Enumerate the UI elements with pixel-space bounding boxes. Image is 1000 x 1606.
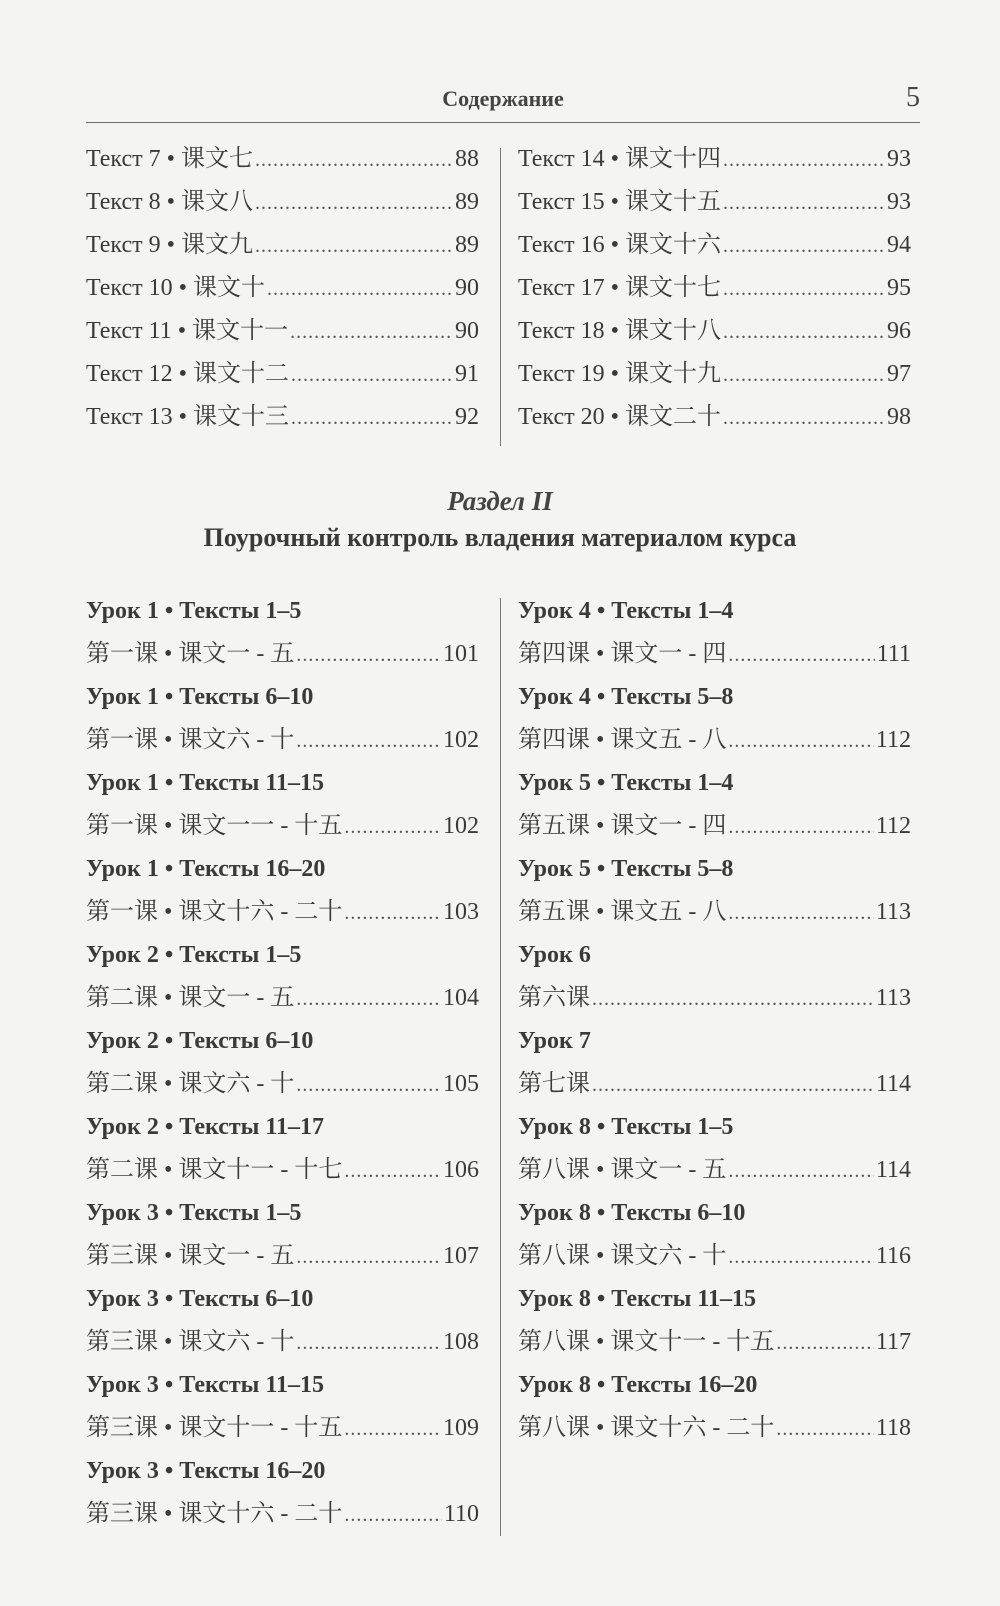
- toc-entry-title: 第六课: [518, 985, 590, 1011]
- toc-entry-page: 90: [455, 275, 479, 301]
- toc-entry[interactable]: [518, 396, 911, 439]
- toc-entry-page: 102: [443, 813, 479, 839]
- lesson-heading: Урок 8 • Тексты 11–15: [518, 1286, 757, 1312]
- toc-entry[interactable]: [518, 138, 911, 181]
- leader-dots: [728, 730, 873, 753]
- running-header: [86, 78, 920, 123]
- toc-entry[interactable]: [518, 977, 911, 1020]
- toc-entry-page: 109: [443, 1415, 479, 1441]
- lesson-heading: Урок 1 • Тексты 11–15: [86, 770, 325, 796]
- lesson-heading: Урок 2 • Тексты 6–10: [86, 1028, 314, 1054]
- toc-entry-page: 95: [887, 275, 911, 301]
- leader-dots: [344, 816, 441, 839]
- toc-entry-title: 第五课 • 课文五 - 八: [518, 899, 727, 925]
- toc-entry[interactable]: [86, 633, 479, 676]
- leader-dots: [291, 407, 453, 430]
- toc-entry[interactable]: [86, 1149, 479, 1192]
- toc-entry[interactable]: [86, 1321, 479, 1364]
- leader-dots: [592, 988, 874, 1011]
- toc-bottom-right: [518, 590, 911, 1450]
- toc-entry[interactable]: [518, 1321, 911, 1364]
- lesson-heading: Урок 1 • Тексты 1–5: [86, 598, 302, 624]
- toc-entry-title: 第三课 • 课文六 - 十: [86, 1329, 295, 1355]
- toc-entry-page: 91: [455, 361, 479, 387]
- toc-entry-page: 108: [443, 1329, 479, 1355]
- lesson-heading: Урок 8 • Тексты 16–20: [518, 1372, 758, 1398]
- toc-entry-page: 110: [443, 1501, 479, 1527]
- toc-entry[interactable]: [86, 181, 479, 224]
- toc-entry-title: 第三课 • 课文十一 - 十五: [86, 1415, 343, 1441]
- lesson-heading: Урок 5 • Тексты 1–4: [518, 770, 734, 796]
- lesson-heading: Урок 3 • Тексты 6–10: [86, 1286, 314, 1312]
- leader-dots: [592, 1074, 874, 1097]
- toc-entry-page: 88: [455, 146, 479, 172]
- toc-entry[interactable]: [86, 1235, 479, 1278]
- lesson-heading: Урок 3 • Тексты 1–5: [86, 1200, 302, 1226]
- toc-entry-title: Текст 14 • 课文十四: [518, 146, 722, 172]
- toc-entry-page: 118: [875, 1415, 911, 1441]
- toc-entry-title: Текст 12 • 课文十二: [86, 361, 290, 387]
- leader-dots: [296, 1246, 441, 1269]
- section-title: Раздел II: [447, 486, 553, 516]
- leader-dots: [723, 364, 885, 387]
- toc-entry-page: 102: [443, 727, 479, 753]
- page-number: 5: [906, 82, 920, 113]
- toc-entry[interactable]: [518, 891, 911, 934]
- toc-entry[interactable]: [86, 353, 479, 396]
- toc-entry[interactable]: [518, 633, 911, 676]
- leader-dots: [728, 1246, 873, 1269]
- toc-entry-title: Текст 16 • 课文十六: [518, 232, 722, 258]
- toc-entry-page: 113: [875, 985, 911, 1011]
- toc-entry[interactable]: [86, 891, 479, 934]
- toc-entry-title: Текст 15 • 课文十五: [518, 189, 722, 215]
- toc-entry-page: 107: [443, 1243, 479, 1269]
- leader-dots: [296, 988, 441, 1011]
- toc-entry[interactable]: [518, 310, 911, 353]
- toc-entry-page: 98: [887, 404, 911, 430]
- toc-entry-title: Текст 17 • 课文十七: [518, 275, 722, 301]
- lesson-heading: Урок 8 • Тексты 1–5: [518, 1114, 734, 1140]
- toc-entry[interactable]: [86, 719, 479, 762]
- toc-entry[interactable]: [86, 138, 479, 181]
- toc-entry[interactable]: [86, 1407, 479, 1450]
- lesson-heading: Урок 1 • Тексты 16–20: [86, 856, 326, 882]
- toc-entry-title: 第一课 • 课文一一 - 十五: [86, 813, 343, 839]
- toc-entry-title: 第五课 • 课文一 - 四: [518, 813, 727, 839]
- toc-entry-title: Текст 11 • 课文十一: [86, 318, 289, 344]
- toc-entry-title: Текст 20 • 课文二十: [518, 404, 722, 430]
- column-divider: [500, 598, 501, 1536]
- toc-entry[interactable]: [518, 181, 911, 224]
- lesson-heading: Урок 4 • Тексты 1–4: [518, 598, 734, 624]
- leader-dots: [776, 1332, 873, 1355]
- leader-dots: [296, 644, 441, 667]
- toc-entry-page: 112: [875, 813, 911, 839]
- toc-entry-page: 101: [443, 641, 479, 667]
- lesson-heading: Урок 6: [518, 942, 591, 968]
- leader-dots: [728, 1160, 873, 1183]
- lesson-heading: Урок 3 • Тексты 16–20: [86, 1458, 326, 1484]
- toc-entry[interactable]: [518, 1149, 911, 1192]
- toc-entry-page: 103: [443, 899, 479, 925]
- lesson-heading: Урок 4 • Тексты 5–8: [518, 684, 734, 710]
- leader-dots: [255, 235, 453, 258]
- toc-entry-title: 第八课 • 课文十六 - 二十: [518, 1415, 775, 1441]
- leader-dots: [296, 1332, 441, 1355]
- toc-entry-title: 第三课 • 课文十六 - 二十: [86, 1501, 343, 1527]
- section-subtitle: Поурочный контроль владения материалом курса: [203, 523, 797, 552]
- toc-entry-page: 97: [887, 361, 911, 387]
- toc-entry-page: 93: [887, 189, 911, 215]
- toc-entry-title: Текст 9 • 课文九: [86, 232, 254, 258]
- toc-entry-title: 第七课: [518, 1071, 590, 1097]
- toc-top-left: [86, 138, 479, 439]
- leader-dots: [255, 192, 453, 215]
- lesson-heading: Урок 8 • Тексты 6–10: [518, 1200, 746, 1226]
- toc-entry[interactable]: [518, 1063, 911, 1106]
- leader-dots: [290, 321, 453, 344]
- toc-entry-title: Текст 7 • 课文七: [86, 146, 254, 172]
- toc-entry-title: Текст 19 • 课文十九: [518, 361, 722, 387]
- toc-entry-page: 114: [875, 1071, 911, 1097]
- toc-entry-title: 第八课 • 课文十一 - 十五: [518, 1329, 775, 1355]
- lesson-heading: Урок 2 • Тексты 11–17: [86, 1114, 325, 1140]
- toc-entry-page: 116: [875, 1243, 911, 1269]
- toc-entry-page: 113: [875, 899, 911, 925]
- leader-dots: [728, 902, 873, 925]
- toc-entry-title: 第三课 • 课文一 - 五: [86, 1243, 295, 1269]
- toc-entry-page: 104: [443, 985, 479, 1011]
- toc-entry-title: 第八课 • 课文一 - 五: [518, 1157, 727, 1183]
- toc-entry-page: 92: [455, 404, 479, 430]
- toc-entry-page: 94: [887, 232, 911, 258]
- leader-dots: [723, 235, 885, 258]
- toc-entry-title: Текст 10 • 课文十: [86, 275, 266, 301]
- toc-entry-title: 第四课 • 课文五 - 八: [518, 727, 727, 753]
- lesson-heading: Урок 1 • Тексты 6–10: [86, 684, 314, 710]
- leader-dots: [776, 1418, 873, 1441]
- lesson-heading: Урок 7: [518, 1028, 591, 1054]
- toc-entry-page: 106: [443, 1157, 479, 1183]
- toc-entry-page: 89: [455, 232, 479, 258]
- toc-entry-page: 117: [875, 1329, 911, 1355]
- toc-entry[interactable]: [86, 396, 479, 439]
- toc-entry-title: 第二课 • 课文一 - 五: [86, 985, 295, 1011]
- lesson-heading: Урок 5 • Тексты 5–8: [518, 856, 734, 882]
- leader-dots: [344, 1418, 441, 1441]
- toc-entry-page: 89: [455, 189, 479, 215]
- toc-entry[interactable]: [86, 805, 479, 848]
- leader-dots: [723, 149, 885, 172]
- leader-dots: [728, 816, 873, 839]
- toc-entry[interactable]: [86, 1063, 479, 1106]
- toc-entry[interactable]: [518, 805, 911, 848]
- toc-entry[interactable]: [518, 224, 911, 267]
- leader-dots: [723, 321, 885, 344]
- toc-entry-page: 93: [887, 146, 911, 172]
- toc-entry-title: 第一课 • 课文六 - 十: [86, 727, 295, 753]
- leader-dots: [296, 1074, 441, 1097]
- toc-entry-page: 111: [876, 641, 911, 667]
- leader-dots: [291, 364, 453, 387]
- lesson-heading: Урок 2 • Тексты 1–5: [86, 942, 302, 968]
- leader-dots: [344, 902, 441, 925]
- toc-entry-title: Текст 13 • 课文十三: [86, 404, 290, 430]
- toc-entry-page: 96: [887, 318, 911, 344]
- toc-entry[interactable]: [86, 310, 479, 353]
- toc-entry-page: 114: [875, 1157, 911, 1183]
- leader-dots: [296, 730, 441, 753]
- toc-entry-title: 第一课 • 课文十六 - 二十: [86, 899, 343, 925]
- toc-entry-title: Текст 8 • 课文八: [86, 189, 254, 215]
- toc-entry-page: 90: [455, 318, 479, 344]
- toc-entry[interactable]: [518, 353, 911, 396]
- toc-entry[interactable]: [86, 224, 479, 267]
- leader-dots: [723, 192, 885, 215]
- lesson-heading: Урок 3 • Тексты 11–15: [86, 1372, 325, 1398]
- toc-entry[interactable]: [86, 1493, 479, 1536]
- leader-dots: [255, 149, 453, 172]
- leader-dots: [344, 1160, 441, 1183]
- toc-entry-page: 105: [443, 1071, 479, 1097]
- column-divider: [500, 148, 501, 446]
- leader-dots: [723, 278, 885, 301]
- header-title: Содержание: [442, 86, 564, 111]
- toc-bottom-left: [86, 590, 479, 1536]
- toc-entry-title: 第一课 • 课文一 - 五: [86, 641, 295, 667]
- toc-entry-title: 第四课 • 课文一 - 四: [518, 641, 727, 667]
- leader-dots: [728, 644, 874, 667]
- toc-entry-title: 第二课 • 课文十一 - 十七: [86, 1157, 343, 1183]
- leader-dots: [723, 407, 885, 430]
- toc-entry-title: 第二课 • 课文六 - 十: [86, 1071, 295, 1097]
- toc-entry-title: 第八课 • 课文六 - 十: [518, 1243, 727, 1269]
- leader-dots: [344, 1504, 441, 1527]
- toc-entry-title: Текст 18 • 课文十八: [518, 318, 722, 344]
- toc-entry-page: 112: [875, 727, 911, 753]
- toc-top-right: [518, 138, 911, 439]
- toc-entry[interactable]: [518, 1407, 911, 1450]
- toc-entry[interactable]: [518, 719, 911, 762]
- toc-entry[interactable]: [86, 977, 479, 1020]
- leader-dots: [267, 278, 453, 301]
- toc-entry[interactable]: [86, 267, 479, 310]
- toc-entry[interactable]: [518, 267, 911, 310]
- toc-entry[interactable]: [518, 1235, 911, 1278]
